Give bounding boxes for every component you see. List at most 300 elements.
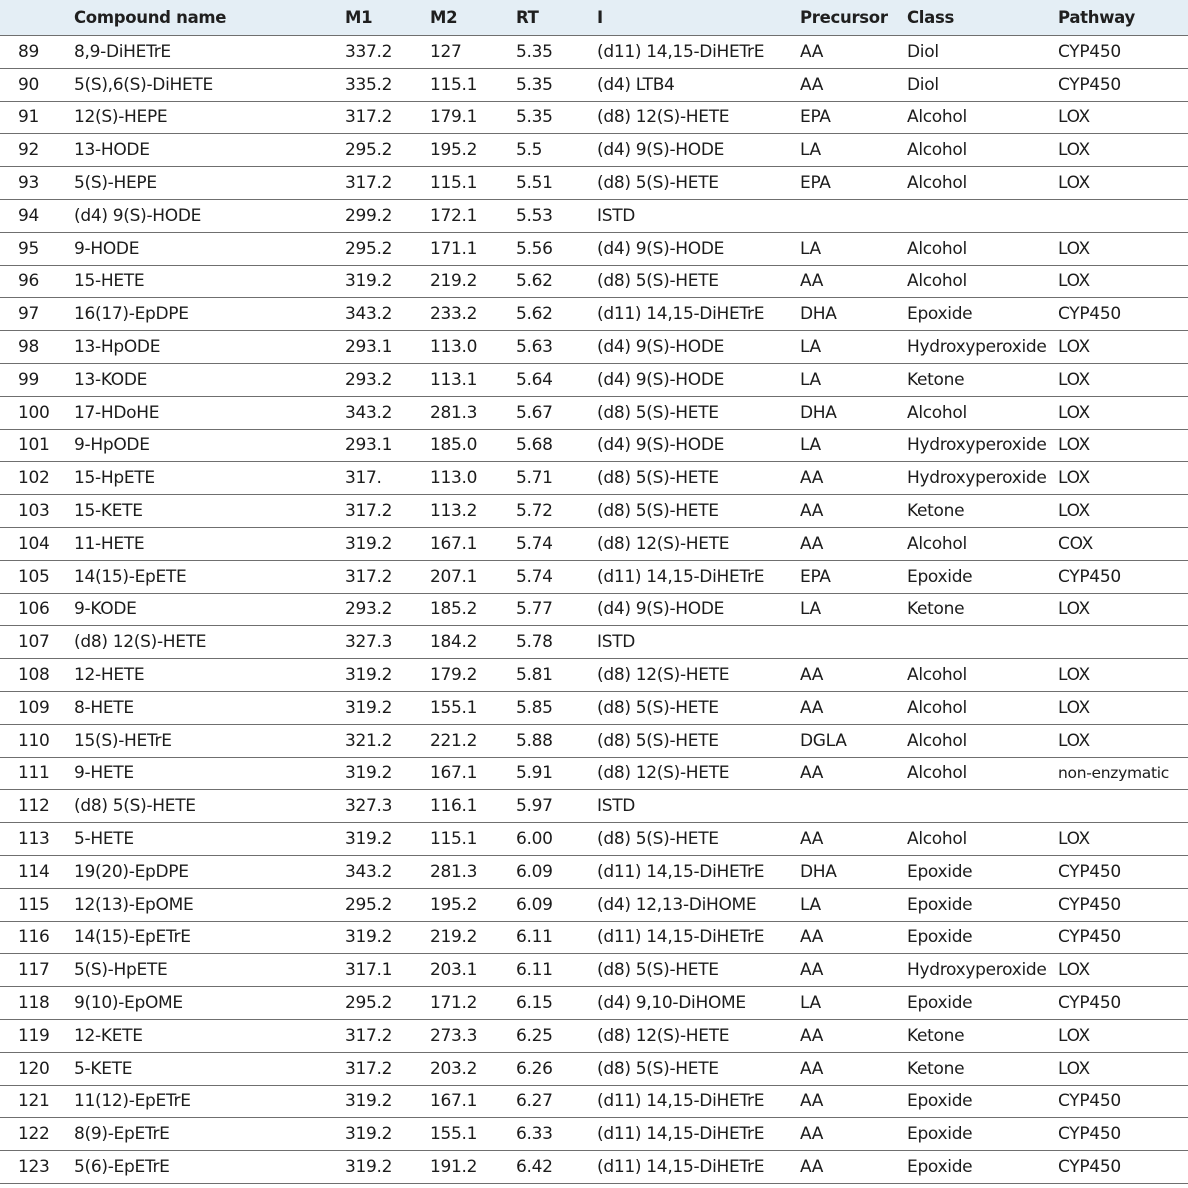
cell-rt: 5.51 <box>516 173 553 194</box>
table-row <box>0 823 1188 856</box>
cell-rt: 5.81 <box>516 665 553 686</box>
cell-precursor: AA <box>800 1058 824 1079</box>
cell-compound-name: 14(15)-EpETE <box>74 566 187 587</box>
cell-rt: 5.35 <box>516 107 553 128</box>
table-row <box>0 462 1188 495</box>
cell-compound-name: 9-HpODE <box>74 435 150 456</box>
cell-internal-standard: (d4) LTB4 <box>597 74 675 95</box>
cell-precursor: AA <box>800 763 824 784</box>
cell-m2: 167.1 <box>430 1091 478 1112</box>
cell-compound-name: 8,9-DiHETrE <box>74 41 171 62</box>
table-row <box>0 626 1188 659</box>
cell-m2: 171.2 <box>430 993 478 1013</box>
cell-m1: 335.2 <box>345 74 393 95</box>
cell-m2: 207.1 <box>430 566 478 587</box>
cell-row-number: 119 <box>18 1025 50 1046</box>
cell-m2: 281.3 <box>430 861 478 882</box>
cell-pathway: LOX <box>1058 435 1090 456</box>
header-compound-name: Compound name <box>74 8 227 27</box>
cell-precursor: AA <box>800 501 824 522</box>
header-rt: RT <box>516 8 539 27</box>
cell-m1: 319.2 <box>345 697 393 718</box>
cell-row-number: 90 <box>18 74 40 95</box>
cell-rt: 5.72 <box>516 501 553 522</box>
cell-compound-name: 12-KETE <box>74 1025 143 1046</box>
table-header <box>0 0 1188 36</box>
cell-precursor: AA <box>800 960 824 981</box>
table-row <box>0 790 1188 823</box>
cell-row-number: 107 <box>18 632 50 653</box>
cell-m1: 327.3 <box>345 632 393 653</box>
cell-m2: 113.2 <box>430 501 478 522</box>
cell-compound-name: 12(13)-EpOME <box>74 894 194 915</box>
cell-compound-name: 5-KETE <box>74 1058 133 1079</box>
cell-pathway: LOX <box>1058 1058 1090 1079</box>
cell-rt: 5.71 <box>516 468 553 489</box>
cell-precursor: LA <box>800 435 821 456</box>
cell-internal-standard: (d4) 9(S)-HODE <box>597 435 725 456</box>
cell-precursor: DHA <box>800 304 837 325</box>
cell-class: Alcohol <box>907 533 967 554</box>
cell-class: Alcohol <box>907 697 967 718</box>
cell-m2: 155.1 <box>430 697 478 718</box>
cell-m2: 195.2 <box>430 140 478 161</box>
cell-row-number: 105 <box>18 566 50 587</box>
cell-rt: 5.5 <box>516 140 543 161</box>
cell-row-number: 89 <box>18 41 40 62</box>
cell-compound-name: 14(15)-EpETrE <box>74 927 191 948</box>
cell-internal-standard: (d4) 9(S)-HODE <box>597 238 725 259</box>
table-row <box>0 1151 1188 1184</box>
cell-class: Epoxide <box>907 861 973 882</box>
cell-precursor: LA <box>800 238 821 259</box>
cell-row-number: 115 <box>18 894 50 915</box>
cell-class: Ketone <box>907 599 965 620</box>
cell-rt: 5.78 <box>516 632 553 653</box>
cell-compound-name: 5(S)-HEPE <box>74 173 157 194</box>
table-row <box>0 298 1188 331</box>
table-row <box>0 954 1188 987</box>
cell-m2: 116.1 <box>430 796 478 817</box>
table-row <box>0 725 1188 758</box>
cell-row-number: 93 <box>18 173 40 194</box>
table-row <box>0 561 1188 594</box>
cell-m1: 319.2 <box>345 271 393 292</box>
cell-m2: 203.1 <box>430 960 478 981</box>
cell-compound-name: (d8) 12(S)-HETE <box>74 632 207 653</box>
table-row <box>0 1118 1188 1151</box>
cell-class: Alcohol <box>907 665 967 686</box>
cell-internal-standard: (d8) 5(S)-HETE <box>597 730 719 751</box>
cell-m1: 319.2 <box>345 1124 393 1145</box>
cell-m1: 317.2 <box>345 501 393 522</box>
cell-row-number: 123 <box>18 1156 50 1177</box>
cell-pathway: LOX <box>1058 665 1090 686</box>
cell-rt: 5.64 <box>516 369 553 390</box>
cell-internal-standard: (d8) 12(S)-HETE <box>597 1025 730 1046</box>
table-row <box>0 922 1188 955</box>
cell-class: Alcohol <box>907 829 967 850</box>
cell-internal-standard: (d11) 14,15-DiHETrE <box>597 1091 765 1112</box>
table-row <box>0 266 1188 299</box>
cell-row-number: 96 <box>18 271 40 292</box>
cell-rt: 6.26 <box>516 1058 553 1079</box>
cell-precursor: LA <box>800 599 821 620</box>
cell-class: Alcohol <box>907 173 967 194</box>
cell-class: Epoxide <box>907 1156 973 1177</box>
cell-internal-standard: (d11) 14,15-DiHETrE <box>597 41 765 62</box>
cell-pathway: LOX <box>1058 271 1090 292</box>
cell-precursor: AA <box>800 1124 824 1145</box>
cell-class: Alcohol <box>907 107 967 128</box>
cell-precursor: AA <box>800 1091 824 1112</box>
cell-row-number: 108 <box>18 665 50 686</box>
cell-m2: 219.2 <box>430 927 478 948</box>
header-pathway: Pathway <box>1058 8 1135 27</box>
cell-m2: 115.1 <box>430 173 478 194</box>
table-row <box>0 889 1188 922</box>
table-row <box>0 1053 1188 1086</box>
cell-precursor: AA <box>800 74 824 95</box>
cell-m2: 172.1 <box>430 205 478 226</box>
cell-internal-standard: (d8) 12(S)-HETE <box>597 763 730 784</box>
cell-m1: 317.2 <box>345 107 393 128</box>
cell-row-number: 91 <box>18 107 40 128</box>
cell-pathway: LOX <box>1058 501 1090 522</box>
table-row <box>0 856 1188 889</box>
cell-internal-standard: (d4) 9(S)-HODE <box>597 369 725 390</box>
table-row <box>0 134 1188 167</box>
table-row <box>0 233 1188 266</box>
cell-row-number: 112 <box>18 796 50 817</box>
cell-internal-standard: (d8) 5(S)-HETE <box>597 468 719 489</box>
cell-class: Hydroxyperoxide <box>907 468 1047 489</box>
cell-rt: 6.27 <box>516 1091 553 1112</box>
cell-m2: 167.1 <box>430 763 478 784</box>
cell-precursor: AA <box>800 468 824 489</box>
cell-row-number: 113 <box>18 829 50 850</box>
cell-row-number: 114 <box>18 861 50 882</box>
cell-rt: 5.62 <box>516 271 553 292</box>
cell-compound-name: 5-HETE <box>74 829 134 850</box>
cell-rt: 5.74 <box>516 566 553 587</box>
cell-class: Epoxide <box>907 1091 973 1112</box>
table-row <box>0 1086 1188 1119</box>
cell-rt: 6.09 <box>516 861 553 882</box>
cell-class: Hydroxyperoxide <box>907 435 1047 456</box>
cell-pathway: CYP450 <box>1058 566 1121 587</box>
cell-class: Alcohol <box>907 271 967 292</box>
header-m1: M1 <box>345 8 373 27</box>
cell-m2: 113.1 <box>430 369 478 390</box>
cell-class: Epoxide <box>907 1124 973 1145</box>
cell-internal-standard: ISTD <box>597 796 636 817</box>
cell-m1: 319.2 <box>345 927 393 948</box>
cell-m2: 233.2 <box>430 304 478 325</box>
cell-internal-standard: (d8) 5(S)-HETE <box>597 697 719 718</box>
table-row <box>0 758 1188 791</box>
cell-compound-name: 13-HpODE <box>74 337 161 358</box>
cell-rt: 6.33 <box>516 1124 553 1145</box>
cell-m1: 295.2 <box>345 993 393 1013</box>
cell-internal-standard: (d11) 14,15-DiHETrE <box>597 927 765 948</box>
cell-m1: 317.2 <box>345 1025 393 1046</box>
cell-compound-name: 15-KETE <box>74 501 143 522</box>
cell-m1: 343.2 <box>345 861 393 882</box>
cell-pathway: non-enzymatic <box>1058 764 1169 783</box>
cell-m1: 321.2 <box>345 730 393 751</box>
cell-m2: 195.2 <box>430 894 478 915</box>
cell-class: Ketone <box>907 1025 965 1046</box>
table-row <box>0 1020 1188 1053</box>
cell-row-number: 95 <box>18 238 40 259</box>
cell-m2: 184.2 <box>430 632 478 653</box>
cell-compound-name: 15(S)-HETrE <box>74 730 172 751</box>
table-row <box>0 430 1188 463</box>
cell-internal-standard: (d4) 9,10-DiHOME <box>597 993 746 1013</box>
cell-precursor: AA <box>800 271 824 292</box>
cell-m2: 273.3 <box>430 1025 478 1046</box>
cell-row-number: 106 <box>18 599 50 620</box>
cell-pathway: CYP450 <box>1058 894 1121 915</box>
cell-pathway: COX <box>1058 533 1093 554</box>
cell-pathway: CYP450 <box>1058 993 1121 1013</box>
cell-precursor: LA <box>800 140 821 161</box>
cell-pathway: CYP450 <box>1058 1156 1121 1177</box>
cell-row-number: 101 <box>18 435 50 456</box>
header-class: Class <box>907 8 955 27</box>
cell-compound-name: 11(12)-EpETrE <box>74 1091 191 1112</box>
cell-pathway: LOX <box>1058 829 1090 850</box>
cell-pathway: CYP450 <box>1058 861 1121 882</box>
cell-row-number: 103 <box>18 501 50 522</box>
cell-rt: 5.88 <box>516 730 553 751</box>
cell-class: Alcohol <box>907 402 967 423</box>
cell-precursor: DHA <box>800 861 837 882</box>
cell-rt: 5.62 <box>516 304 553 325</box>
cell-m2: 219.2 <box>430 271 478 292</box>
cell-precursor: AA <box>800 697 824 718</box>
cell-row-number: 97 <box>18 304 40 325</box>
cell-internal-standard: (d8) 5(S)-HETE <box>597 829 719 850</box>
cell-precursor: AA <box>800 927 824 948</box>
cell-row-number: 98 <box>18 337 40 358</box>
cell-pathway: LOX <box>1058 369 1090 390</box>
cell-m1: 343.2 <box>345 402 393 423</box>
cell-row-number: 109 <box>18 697 50 718</box>
cell-pathway: LOX <box>1058 730 1090 751</box>
cell-precursor: DGLA <box>800 730 847 751</box>
cell-compound-name: 12-HETE <box>74 665 145 686</box>
table-row <box>0 167 1188 200</box>
cell-m1: 337.2 <box>345 41 393 62</box>
cell-m2: 127 <box>430 41 462 62</box>
cell-m2: 281.3 <box>430 402 478 423</box>
header-m2: M2 <box>430 8 458 27</box>
cell-m2: 185.0 <box>430 435 478 456</box>
table-row <box>0 102 1188 135</box>
cell-class: Alcohol <box>907 763 967 784</box>
cell-internal-standard: (d11) 14,15-DiHETrE <box>597 304 765 325</box>
cell-row-number: 121 <box>18 1091 50 1112</box>
cell-m1: 319.2 <box>345 533 393 554</box>
cell-row-number: 100 <box>18 402 50 423</box>
cell-rt: 6.11 <box>516 927 553 948</box>
cell-precursor: AA <box>800 533 824 554</box>
cell-compound-name: (d8) 5(S)-HETE <box>74 796 196 817</box>
cell-row-number: 104 <box>18 533 50 554</box>
cell-m2: 115.1 <box>430 74 478 95</box>
cell-internal-standard: (d8) 5(S)-HETE <box>597 271 719 292</box>
cell-rt: 6.09 <box>516 894 553 915</box>
cell-pathway: CYP450 <box>1058 41 1121 62</box>
cell-precursor: AA <box>800 1025 824 1046</box>
cell-internal-standard: (d8) 5(S)-HETE <box>597 960 719 981</box>
cell-rt: 6.15 <box>516 993 553 1013</box>
cell-rt: 5.63 <box>516 337 553 358</box>
cell-internal-standard: ISTD <box>597 632 636 653</box>
cell-row-number: 102 <box>18 468 50 489</box>
cell-class: Epoxide <box>907 927 973 948</box>
cell-compound-name: 9-KODE <box>74 599 137 620</box>
cell-precursor: LA <box>800 369 821 390</box>
cell-m1: 319.2 <box>345 763 393 784</box>
cell-rt: 5.56 <box>516 238 553 259</box>
cell-pathway: LOX <box>1058 1025 1090 1046</box>
cell-precursor: AA <box>800 665 824 686</box>
table-row <box>0 987 1188 1020</box>
cell-internal-standard: (d4) 12,13-DiHOME <box>597 894 757 915</box>
cell-m1: 317.2 <box>345 173 393 194</box>
cell-m2: 155.1 <box>430 1124 478 1145</box>
cell-m1: 317.2 <box>345 566 393 587</box>
cell-internal-standard: (d11) 14,15-DiHETrE <box>597 1124 765 1145</box>
cell-compound-name: 5(6)-EpETrE <box>74 1156 170 1177</box>
cell-m2: 185.2 <box>430 599 478 620</box>
table-row <box>0 692 1188 725</box>
cell-m1: 295.2 <box>345 140 393 161</box>
cell-m1: 317.2 <box>345 1058 393 1079</box>
cell-precursor: EPA <box>800 566 831 587</box>
cell-m2: 115.1 <box>430 829 478 850</box>
cell-compound-name: 19(20)-EpDPE <box>74 861 189 882</box>
cell-m2: 191.2 <box>430 1156 478 1177</box>
cell-compound-name: 11-HETE <box>74 533 145 554</box>
cell-row-number: 92 <box>18 140 40 161</box>
cell-compound-name: 15-HpETE <box>74 468 155 489</box>
cell-row-number: 99 <box>18 369 40 390</box>
cell-compound-name: 8(9)-EpETrE <box>74 1124 170 1145</box>
cell-row-number: 117 <box>18 960 50 981</box>
cell-m1: 319.2 <box>345 829 393 850</box>
cell-pathway: CYP450 <box>1058 1091 1121 1112</box>
cell-internal-standard: (d8) 5(S)-HETE <box>597 402 719 423</box>
cell-m1: 319.2 <box>345 1156 393 1177</box>
cell-row-number: 110 <box>18 730 50 751</box>
cell-internal-standard: (d11) 14,15-DiHETrE <box>597 566 765 587</box>
cell-class: Diol <box>907 74 939 95</box>
cell-m1: 317.1 <box>345 960 393 981</box>
cell-compound-name: 9-HODE <box>74 238 140 259</box>
cell-rt: 6.11 <box>516 960 553 981</box>
cell-internal-standard: (d4) 9(S)-HODE <box>597 599 725 620</box>
cell-class: Alcohol <box>907 238 967 259</box>
cell-rt: 6.25 <box>516 1025 553 1046</box>
table-row <box>0 69 1188 102</box>
cell-compound-name: 9(10)-EpOME <box>74 993 183 1013</box>
cell-m1: 299.2 <box>345 205 393 226</box>
cell-pathway: LOX <box>1058 107 1090 128</box>
cell-rt: 5.53 <box>516 205 553 226</box>
cell-pathway: LOX <box>1058 402 1090 423</box>
cell-m1: 317. <box>345 468 382 489</box>
cell-row-number: 111 <box>18 763 50 784</box>
cell-rt: 5.35 <box>516 74 553 95</box>
cell-precursor: EPA <box>800 173 831 194</box>
cell-class: Alcohol <box>907 730 967 751</box>
cell-m1: 293.1 <box>345 337 393 358</box>
cell-m1: 319.2 <box>345 1091 393 1112</box>
cell-compound-name: 12(S)-HEPE <box>74 107 168 128</box>
cell-pathway: LOX <box>1058 238 1090 259</box>
cell-rt: 5.35 <box>516 41 553 62</box>
cell-compound-name: 13-HODE <box>74 140 150 161</box>
cell-rt: 5.68 <box>516 435 553 456</box>
cell-internal-standard: (d11) 14,15-DiHETrE <box>597 1156 765 1177</box>
table-row <box>0 36 1188 69</box>
cell-m2: 179.2 <box>430 665 478 686</box>
cell-compound-name: 5(S),6(S)-DiHETE <box>74 74 213 95</box>
cell-compound-name: 5(S)-HpETE <box>74 960 168 981</box>
cell-compound-name: 15-HETE <box>74 271 145 292</box>
cell-m2: 113.0 <box>430 468 478 489</box>
cell-precursor: AA <box>800 1156 824 1177</box>
cell-m1: 295.2 <box>345 238 393 259</box>
cell-pathway: CYP450 <box>1058 1124 1121 1145</box>
cell-pathway: LOX <box>1058 173 1090 194</box>
cell-m2: 221.2 <box>430 730 478 751</box>
cell-class: Epoxide <box>907 566 973 587</box>
cell-m1: 319.2 <box>345 665 393 686</box>
table-row <box>0 200 1188 233</box>
cell-precursor: LA <box>800 894 821 915</box>
cell-m1: 293.1 <box>345 435 393 456</box>
cell-m1: 293.2 <box>345 599 393 620</box>
cell-internal-standard: (d8) 5(S)-HETE <box>597 173 719 194</box>
cell-rt: 5.67 <box>516 402 553 423</box>
cell-class: Ketone <box>907 501 965 522</box>
cell-internal-standard: (d4) 9(S)-HODE <box>597 337 725 358</box>
cell-rt: 5.91 <box>516 763 553 784</box>
cell-class: Epoxide <box>907 894 973 915</box>
cell-pathway: LOX <box>1058 140 1090 161</box>
cell-m1: 295.2 <box>345 894 393 915</box>
table-row <box>0 495 1188 528</box>
cell-rt: 5.85 <box>516 697 553 718</box>
cell-pathway: CYP450 <box>1058 304 1121 325</box>
cell-compound-name: 17-HDoHE <box>74 402 160 423</box>
cell-row-number: 94 <box>18 205 40 226</box>
cell-m1: 343.2 <box>345 304 393 325</box>
table-row <box>0 659 1188 692</box>
cell-row-number: 116 <box>18 927 50 948</box>
cell-pathway: LOX <box>1058 468 1090 489</box>
cell-rt: 6.00 <box>516 829 553 850</box>
cell-class: Ketone <box>907 369 965 390</box>
cell-class: Diol <box>907 41 939 62</box>
table-row <box>0 397 1188 430</box>
cell-internal-standard: (d8) 12(S)-HETE <box>597 107 730 128</box>
